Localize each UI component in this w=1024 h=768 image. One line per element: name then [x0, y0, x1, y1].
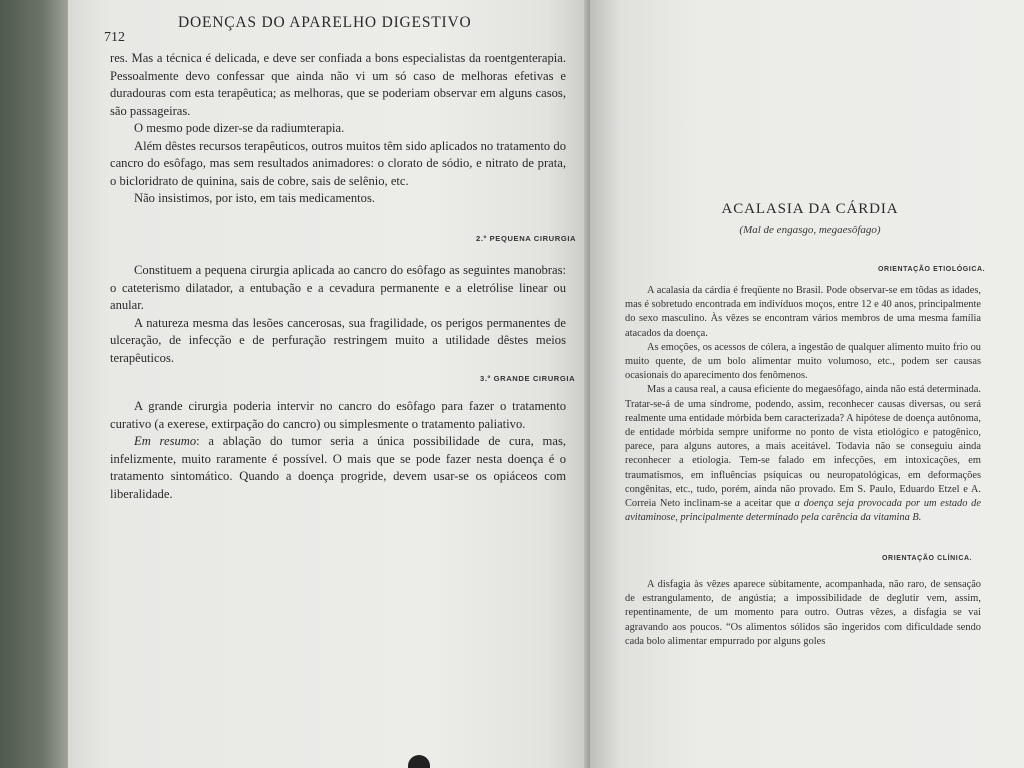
paragraph	[625, 383, 981, 525]
paragraph: O mesmo pode dizer-se da radiumterapia.	[134, 121, 345, 135]
italic-lead: Em resumo	[134, 434, 197, 448]
paragraph: Constituem a pequena cirurgia aplicada ao cancro do esôfago as seguintes manobras: o cateterismo dilatador, a entubação e a cevadura permanente e a eletrólise linear ou anular.	[110, 263, 566, 312]
chapter-subtitle: (Mal de engasgo, megaesôfago)	[739, 224, 881, 236]
paragraph	[110, 433, 566, 503]
book-cover-edge	[0, 0, 70, 768]
etiology-text-block	[625, 284, 981, 525]
page-number: 712	[104, 30, 125, 45]
section-heading-etiology: ORIENTAÇÃO ETIOLÓGICA.	[878, 266, 986, 273]
paragraph: Além dêstes recursos terapêuticos, outros muitos têm sido aplicados no tratamento do cancro do esôfago, mas sem resultados animadores: o clorato de sódio, e nitrato de prata, o bicloridrato de quinina, sais de cobre, sais de selênio, etc.	[110, 138, 566, 188]
italic-conclusion: a doença seja provocada por um estado de avitaminose, principalmente determinado pela carência da vitamina B.	[625, 498, 981, 524]
paragraph: A acalasia da cárdia é freqüente no Brasil. Pode observar-se em tôdas as idades, mas é sobretudo encontrada em indivíduos moços, entre 12 e 40 anos, principalmente do sexo masculino. Às vêzes se encontram vários membros de uma mesma família atacados da doença.	[625, 285, 981, 339]
section-heading-pequena-cirurgia: 2.º PEQUENA CIRURGIA	[476, 234, 577, 243]
clinical-text-block	[625, 578, 981, 649]
paragraph: A disfagia às vêzes aparece sùbitamente, acompanhada, não raro, de sensação de estrangulamento, de angústia; a impossibilidade de deglutir vem, assim, repentinamente, de um momento para outro. Outras vêzes, a disfagia se vai agravando aos poucos. “Os alimentos sólidos são ingeridos com dificuldade sendo cada bolo alimentar empurrado por alguns goles	[625, 579, 981, 647]
paragraph: As emoções, os acessos de cólera, a ingestão de qualquer alimento muito frio ou muito quente, de um bolo alimentar muito volumoso, etc., podem ser causas ocasionais do aparecimento dos fenômenos.	[625, 341, 981, 382]
running-title: DOENÇAS DO APARELHO DIGESTIVO	[178, 14, 472, 31]
section-heading-clinical: ORIENTAÇÃO CLÍNICA.	[882, 555, 973, 562]
paragraph: A natureza mesma das lesões cancerosas, sua fragilidade, os perigos permanentes de ulceração, de infecção e de perfuração restringem muito a utilidade dêstes meios terapêuticos.	[110, 315, 566, 365]
intro-text-block	[110, 50, 566, 208]
paragraph: Não insistimos, por isto, em tais medicamentos.	[134, 191, 376, 205]
section3-text-block	[110, 398, 566, 503]
paragraph-text: Mas a causa real, a causa eficiente do megaesôfago, ainda não está determinada. Tratar-se-á de uma síndrome, podendo, assim, reconhecer causas diversas, ou será realmente uma entidade mórbida bem caracterizada? A hipótese de doença autônoma, de entidade mórbida sempre uniforme no ponto de vista etiológico e patogênico, parece, para alguns autores, a mais aceitável. Todavia não se conseguiu ainda reconhecer a etiologia. Tem-se falado em infecções, em intoxicações, em traumatismos, em influências psíquicas ou neuropatológicas, em deformações congênitas, etc., tudo, porém, ainda não provado. Em S. Paulo, Eduardo Etzel e A. Correia Neto inclinam-se a aceitar que	[625, 384, 981, 510]
paragraph: res. Mas a técnica é delicada, e deve ser confiada a bons especialistas da roentgenterapia. Pessoalmente devo confessar que ainda não vi um só caso de melhoras efetivas e duradouras com esta terapêutica; as melhoras, que se poderiam observar em alguns casos, são passageiras.	[110, 51, 566, 118]
section-heading-grande-cirurgia: 3.º GRANDE CIRURGIA	[480, 374, 576, 383]
paragraph: A grande cirurgia poderia intervir no cancro do esôfago para fazer o tratamento curativo (a exerese, extirpação do cancro) ou simplesmente o tratamento paliativo.	[110, 399, 566, 431]
paragraph-rest: : a ablação do tumor seria a única possibilidade de cura, mas, infelizmente, muito raramente é possível. O mais que se pode fazer nesta doença é o tratamento sintomático. Quando a doença progride, devem usar-se os opiáceos com liberalidade.	[110, 434, 566, 501]
chapter-title: ACALASIA DA CÁRDIA	[721, 201, 899, 217]
section2-text-block	[110, 262, 566, 367]
